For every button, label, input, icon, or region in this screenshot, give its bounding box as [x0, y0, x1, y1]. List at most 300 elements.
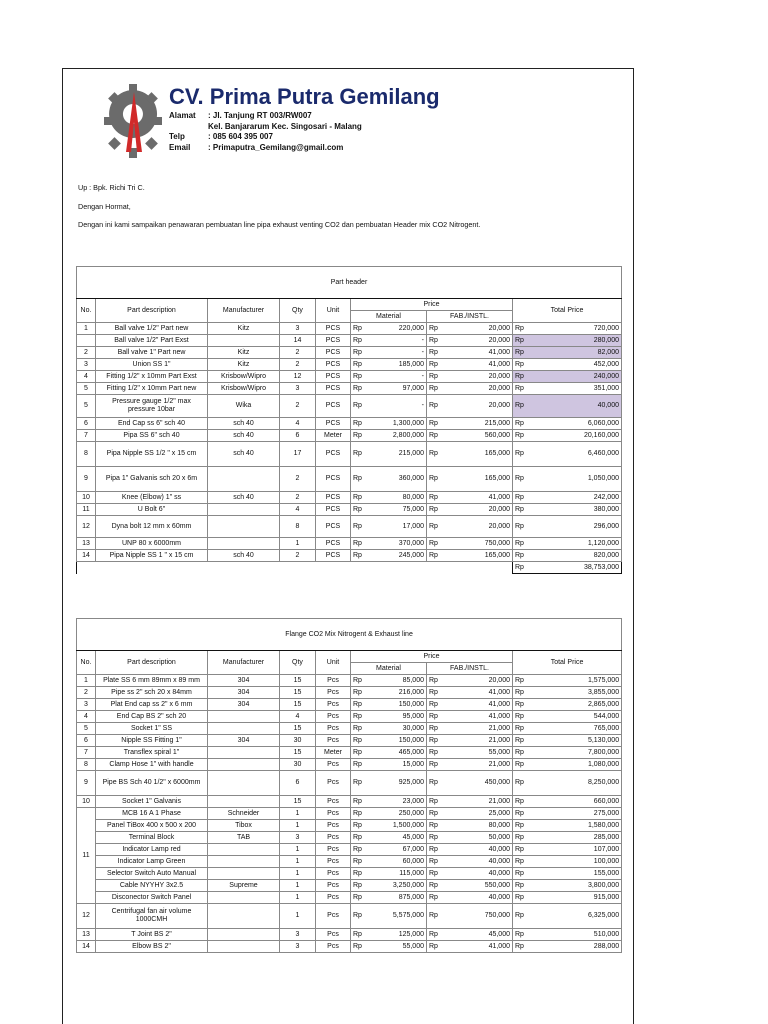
row-total-price: 107,000 — [527, 844, 622, 856]
currency-label: Rp — [351, 550, 365, 562]
row-total-price: 380,000 — [527, 504, 622, 516]
currency-label: Rp — [513, 467, 527, 492]
row-total-price: 660,000 — [527, 796, 622, 808]
email-label: Email — [169, 142, 191, 152]
row-material-price: 215,000 — [365, 442, 427, 467]
currency-label: Rp — [513, 856, 527, 868]
table-row — [77, 550, 622, 562]
currency-label: Rp — [427, 359, 441, 371]
currency-label: Rp — [427, 844, 441, 856]
row-manufacturer: Kitz — [208, 347, 280, 359]
row-fab-price: 21,000 — [441, 759, 513, 771]
row-fab-price: 40,000 — [441, 892, 513, 904]
currency-label: Rp — [427, 323, 441, 335]
currency-label: Rp — [513, 723, 527, 735]
row-no: 9 — [77, 467, 96, 492]
row-material-price: 95,000 — [365, 711, 427, 723]
table-row — [77, 759, 622, 771]
table-title: Part header — [77, 267, 622, 299]
row-fab-price: 165,000 — [441, 442, 513, 467]
currency-label: Rp — [513, 711, 527, 723]
row-unit: Pcs — [316, 844, 351, 856]
row-unit: PCS — [316, 504, 351, 516]
row-manufacturer: 304 — [208, 675, 280, 687]
company-address-block — [169, 111, 362, 153]
currency-label: Rp — [427, 430, 441, 442]
row-qty: 15 — [280, 687, 316, 699]
row-fab-price: 560,000 — [441, 430, 513, 442]
row-material-price: 45,000 — [365, 832, 427, 844]
row-material-price: 97,000 — [365, 383, 427, 395]
currency-label: Rp — [513, 675, 527, 687]
currency-label: Rp — [427, 929, 441, 941]
currency-label: Rp — [513, 359, 527, 371]
row-unit: Pcs — [316, 880, 351, 892]
row-fab-price: 80,000 — [441, 820, 513, 832]
row-total-price: 285,000 — [527, 832, 622, 844]
row-material-price: 3,250,000 — [365, 880, 427, 892]
currency-label: Rp — [513, 516, 527, 538]
email-value: : Primaputra_Gemilang@gmail.com — [208, 142, 344, 152]
currency-label: Rp — [351, 516, 365, 538]
table-row — [77, 844, 622, 856]
row-no: 13 — [77, 929, 96, 941]
currency-label: Rp — [513, 844, 527, 856]
row-unit: Pcs — [316, 808, 351, 820]
currency-label: Rp — [427, 735, 441, 747]
row-material-price: 60,000 — [365, 856, 427, 868]
row-no: 3 — [77, 359, 96, 371]
row-no: 11 — [77, 504, 96, 516]
row-manufacturer — [208, 941, 280, 953]
row-description: Terminal Block — [96, 832, 208, 844]
currency-label: Rp — [351, 711, 365, 723]
row-total-price: 3,800,000 — [527, 880, 622, 892]
row-description: Pipa 1" Galvanis sch 20 x 6m — [96, 467, 208, 492]
row-unit: PCS — [316, 371, 351, 383]
row-fab-price: 41,000 — [441, 699, 513, 711]
row-total-price: 2,865,000 — [527, 699, 622, 711]
row-manufacturer: Kitz — [208, 359, 280, 371]
row-no: 14 — [77, 941, 96, 953]
row-description: MCB 16 A 1 Phase — [96, 808, 208, 820]
table-row — [77, 723, 622, 735]
row-no: 3 — [77, 699, 96, 711]
col-header-fab: FAB./INSTL. — [427, 311, 513, 323]
row-no: 4 — [77, 711, 96, 723]
row-description: Socket 1" SS — [96, 723, 208, 735]
col-header-no: No. — [77, 299, 96, 323]
row-unit: PCS — [316, 467, 351, 492]
row-unit: Pcs — [316, 675, 351, 687]
currency-label: Rp — [513, 941, 527, 953]
currency-label: Rp — [427, 832, 441, 844]
currency-label: Rp — [351, 492, 365, 504]
row-description: UNP 80 x 6000mm — [96, 538, 208, 550]
currency-label: Rp — [427, 771, 441, 796]
currency-label: Rp — [427, 467, 441, 492]
currency-label: Rp — [351, 759, 365, 771]
table-row — [77, 856, 622, 868]
currency-label: Rp — [351, 442, 365, 467]
row-material-price: 1,500,000 — [365, 820, 427, 832]
row-no: 10 — [77, 796, 96, 808]
table-row — [77, 929, 622, 941]
table-row — [77, 359, 622, 371]
row-manufacturer — [208, 892, 280, 904]
table-row — [77, 892, 622, 904]
row-unit: Pcs — [316, 759, 351, 771]
row-total-price: 6,325,000 — [527, 904, 622, 929]
table-row — [77, 735, 622, 747]
table-row — [77, 395, 622, 418]
row-fab-price: 165,000 — [441, 550, 513, 562]
row-manufacturer: sch 40 — [208, 430, 280, 442]
row-total-price: 155,000 — [527, 868, 622, 880]
row-fab-price: 20,000 — [441, 323, 513, 335]
row-description: T Joint BS 2" — [96, 929, 208, 941]
table-row — [77, 941, 622, 953]
row-manufacturer — [208, 844, 280, 856]
row-description: Plat End cap ss 2" x 6 mm — [96, 699, 208, 711]
row-fab-price: 165,000 — [441, 467, 513, 492]
row-fab-price: 750,000 — [441, 904, 513, 929]
row-fab-price: 20,000 — [441, 335, 513, 347]
row-material-price: 67,000 — [365, 844, 427, 856]
currency-label: Rp — [513, 929, 527, 941]
letter-greeting: Dengan Hormat, — [78, 202, 131, 211]
row-material-price: 2,800,000 — [365, 430, 427, 442]
row-total-price: 3,855,000 — [527, 687, 622, 699]
row-unit: Pcs — [316, 735, 351, 747]
currency-label: Rp — [513, 868, 527, 880]
row-fab-price: 25,000 — [441, 808, 513, 820]
row-qty: 3 — [280, 383, 316, 395]
row-manufacturer: Krisbow/Wipro — [208, 371, 280, 383]
currency-label: Rp — [513, 832, 527, 844]
currency-label: Rp — [427, 723, 441, 735]
col-header-fab: FAB./INSTL. — [427, 663, 513, 675]
currency-label: Rp — [513, 747, 527, 759]
row-fab-price: 40,000 — [441, 856, 513, 868]
table-row — [77, 796, 622, 808]
row-total-price: 544,000 — [527, 711, 622, 723]
row-total-price: 1,120,000 — [527, 538, 622, 550]
row-material-price: 185,000 — [365, 359, 427, 371]
row-description: Indicator Lamp red — [96, 844, 208, 856]
row-no: 13 — [77, 538, 96, 550]
currency-label: Rp — [513, 335, 527, 347]
row-description: Pressure gauge 1/2" max pressure 10bar — [96, 395, 208, 418]
currency-label: Rp — [513, 808, 527, 820]
col-header-total: Total Price — [513, 651, 622, 675]
row-fab-price: 215,000 — [441, 418, 513, 430]
row-fab-price: 41,000 — [441, 347, 513, 359]
row-qty: 17 — [280, 442, 316, 467]
row-fab-price: 41,000 — [441, 941, 513, 953]
table-row — [77, 699, 622, 711]
row-total-price: 6,460,000 — [527, 442, 622, 467]
row-manufacturer: sch 40 — [208, 418, 280, 430]
row-material-price: 125,000 — [365, 929, 427, 941]
table-row — [77, 347, 622, 359]
row-material-price: - — [365, 335, 427, 347]
row-fab-price: 41,000 — [441, 711, 513, 723]
currency-label: Rp — [427, 395, 441, 418]
currency-label: Rp — [513, 904, 527, 929]
row-unit: Meter — [316, 747, 351, 759]
currency-label: Rp — [351, 747, 365, 759]
table-row — [77, 687, 622, 699]
currency-label: Rp — [427, 856, 441, 868]
currency-label: Rp — [351, 880, 365, 892]
currency-label: Rp — [351, 335, 365, 347]
table-row — [77, 771, 622, 796]
row-total-price: 8,250,000 — [527, 771, 622, 796]
row-manufacturer — [208, 856, 280, 868]
currency-label: Rp — [351, 675, 365, 687]
row-description: Ball valve 1" Part new — [96, 347, 208, 359]
row-manufacturer: Tibox — [208, 820, 280, 832]
row-manufacturer: Kitz — [208, 323, 280, 335]
currency-label: Rp — [351, 538, 365, 550]
row-unit: Meter — [316, 430, 351, 442]
row-qty: 1 — [280, 820, 316, 832]
row-manufacturer: sch 40 — [208, 442, 280, 467]
address-label: Alamat — [169, 111, 196, 120]
currency-label: Rp — [351, 820, 365, 832]
currency-label: Rp — [351, 844, 365, 856]
table-row — [77, 868, 622, 880]
row-description: Panel TiBox 400 x 500 x 200 — [96, 820, 208, 832]
col-header-unit: Unit — [316, 651, 351, 675]
row-total-price: 510,000 — [527, 929, 622, 941]
row-description: Cable NYYHY 3x2.5 — [96, 880, 208, 892]
row-unit: PCS — [316, 395, 351, 418]
row-description: Pipa SS 6" sch 40 — [96, 430, 208, 442]
currency-label: Rp — [513, 880, 527, 892]
row-unit: Pcs — [316, 711, 351, 723]
row-manufacturer: sch 40 — [208, 492, 280, 504]
row-material-price: 150,000 — [365, 699, 427, 711]
currency-label: Rp — [427, 687, 441, 699]
row-unit: PCS — [316, 516, 351, 538]
row-no: 5 — [77, 395, 96, 418]
row-no: 12 — [77, 516, 96, 538]
row-manufacturer — [208, 504, 280, 516]
row-unit: PCS — [316, 492, 351, 504]
currency-label: Rp — [351, 347, 365, 359]
row-total-price: 240,000 — [527, 371, 622, 383]
col-header-price: Price — [351, 651, 513, 663]
row-manufacturer: 304 — [208, 699, 280, 711]
currency-label: Rp — [513, 687, 527, 699]
row-fab-price: 41,000 — [441, 492, 513, 504]
col-header-manufacturer: Manufacturer — [208, 299, 280, 323]
flange-co2-table — [76, 618, 622, 953]
currency-label: Rp — [427, 335, 441, 347]
row-no: 2 — [77, 347, 96, 359]
row-unit: Pcs — [316, 820, 351, 832]
row-material-price: - — [365, 347, 427, 359]
row-material-price: 15,000 — [365, 759, 427, 771]
col-header-description: Part description — [96, 299, 208, 323]
row-no: 7 — [77, 430, 96, 442]
row-manufacturer: Wika — [208, 395, 280, 418]
currency-label: Rp — [427, 711, 441, 723]
currency-label: Rp — [427, 371, 441, 383]
row-manufacturer — [208, 467, 280, 492]
row-manufacturer: Supreme — [208, 880, 280, 892]
row-material-price: 85,000 — [365, 675, 427, 687]
row-fab-price: 41,000 — [441, 687, 513, 699]
row-qty: 3 — [280, 832, 316, 844]
row-material-price: 23,000 — [365, 796, 427, 808]
currency-label: Rp — [351, 904, 365, 929]
currency-label: Rp — [427, 418, 441, 430]
table-row — [77, 430, 622, 442]
currency-label: Rp — [513, 735, 527, 747]
table-row — [77, 832, 622, 844]
row-qty: 12 — [280, 371, 316, 383]
row-total-price: 765,000 — [527, 723, 622, 735]
col-header-price: Price — [351, 299, 513, 311]
row-total-price: 351,000 — [527, 383, 622, 395]
table-row — [77, 711, 622, 723]
row-unit: PCS — [316, 383, 351, 395]
row-qty: 15 — [280, 796, 316, 808]
row-unit: Pcs — [316, 723, 351, 735]
table-row — [77, 442, 622, 467]
row-total-price: 820,000 — [527, 550, 622, 562]
row-unit: PCS — [316, 418, 351, 430]
row-no: 1 — [77, 323, 96, 335]
row-fab-price: 450,000 — [441, 771, 513, 796]
row-description: Ball valve 1/2" Part Exst — [96, 335, 208, 347]
row-fab-price: 40,000 — [441, 868, 513, 880]
row-qty: 14 — [280, 335, 316, 347]
table-title: Flange CO2 Mix Nitrogent & Exhaust line — [77, 619, 622, 651]
row-qty: 8 — [280, 516, 316, 538]
row-material-price: 220,000 — [365, 323, 427, 335]
col-header-manufacturer: Manufacturer — [208, 651, 280, 675]
currency-label: Rp — [513, 371, 527, 383]
currency-label: Rp — [513, 430, 527, 442]
row-fab-price: 20,000 — [441, 383, 513, 395]
row-total-price: 100,000 — [527, 856, 622, 868]
row-fab-price: 21,000 — [441, 796, 513, 808]
row-fab-price: 40,000 — [441, 844, 513, 856]
row-qty: 6 — [280, 771, 316, 796]
currency-label: Rp — [427, 941, 441, 953]
currency-label: Rp — [351, 430, 365, 442]
table-row — [77, 904, 622, 929]
col-header-description: Part description — [96, 651, 208, 675]
currency-label: Rp — [513, 383, 527, 395]
currency-label: Rp — [427, 699, 441, 711]
row-qty: 4 — [280, 504, 316, 516]
row-manufacturer: Krisbow/Wipro — [208, 383, 280, 395]
row-total-price: 20,160,000 — [527, 430, 622, 442]
currency-label: Rp — [427, 347, 441, 359]
row-material-price: - — [365, 395, 427, 418]
row-qty: 1 — [280, 856, 316, 868]
row-manufacturer — [208, 759, 280, 771]
currency-label: Rp — [513, 418, 527, 430]
currency-label: Rp — [513, 892, 527, 904]
row-qty: 3 — [280, 941, 316, 953]
row-no: 4 — [77, 371, 96, 383]
table-row — [77, 747, 622, 759]
row-unit: Pcs — [316, 856, 351, 868]
row-manufacturer — [208, 796, 280, 808]
row-qty: 2 — [280, 347, 316, 359]
row-total-price: 7,800,000 — [527, 747, 622, 759]
row-unit: PCS — [316, 442, 351, 467]
row-unit: Pcs — [316, 929, 351, 941]
row-material-price: 5,575,000 — [365, 904, 427, 929]
row-total-price: 275,000 — [527, 808, 622, 820]
row-material-price: 216,000 — [365, 687, 427, 699]
table-row — [77, 323, 622, 335]
currency-label: Rp — [427, 759, 441, 771]
table-row — [77, 335, 622, 347]
row-fab-price: 21,000 — [441, 723, 513, 735]
row-material-price: - — [365, 371, 427, 383]
table-row — [77, 808, 622, 820]
row-qty: 1 — [280, 808, 316, 820]
currency-label: Rp — [513, 395, 527, 418]
row-no: 9 — [77, 771, 96, 796]
row-qty: 1 — [280, 538, 316, 550]
col-header-unit: Unit — [316, 299, 351, 323]
currency-label: Rp — [351, 832, 365, 844]
row-total-price: 242,000 — [527, 492, 622, 504]
row-fab-price: 750,000 — [441, 538, 513, 550]
row-no: 11 — [77, 808, 96, 904]
letter-body: Dengan ini kami sampaikan penawaran pembuatan line pipa exhaust venting CO2 dan pembuatan Header mix CO2 Nitrogent. — [78, 220, 481, 229]
row-total-price: 1,580,000 — [527, 820, 622, 832]
currency-label: Rp — [427, 868, 441, 880]
currency-label: Rp — [427, 796, 441, 808]
row-no: 14 — [77, 550, 96, 562]
row-total-price: 1,050,000 — [527, 467, 622, 492]
address-value-2: Kel. Banjararum Kec. Singosari - Malang — [208, 121, 362, 131]
row-material-price: 80,000 — [365, 492, 427, 504]
row-unit: Pcs — [316, 868, 351, 880]
currency-label: Rp — [351, 868, 365, 880]
row-total-price: 40,000 — [527, 395, 622, 418]
col-header-qty: Qty — [280, 299, 316, 323]
row-manufacturer — [208, 771, 280, 796]
row-total-price: 280,000 — [527, 335, 622, 347]
row-material-price: 925,000 — [365, 771, 427, 796]
row-unit: Pcs — [316, 832, 351, 844]
row-description: Indicator Lamp Green — [96, 856, 208, 868]
currency-label: Rp — [351, 808, 365, 820]
currency-label: Rp — [513, 771, 527, 796]
row-description: Plate SS 6 mm 89mm x 89 mm — [96, 675, 208, 687]
currency-label: Rp — [513, 323, 527, 335]
row-description: Disconector Switch Panel — [96, 892, 208, 904]
letter-recipient: Up : Bpk. Richi Tri C. — [78, 183, 145, 192]
currency-label: Rp — [513, 538, 527, 550]
currency-label: Rp — [351, 856, 365, 868]
currency-label: Rp — [351, 359, 365, 371]
row-qty: 4 — [280, 711, 316, 723]
currency-label: Rp — [351, 323, 365, 335]
currency-label: Rp — [513, 442, 527, 467]
